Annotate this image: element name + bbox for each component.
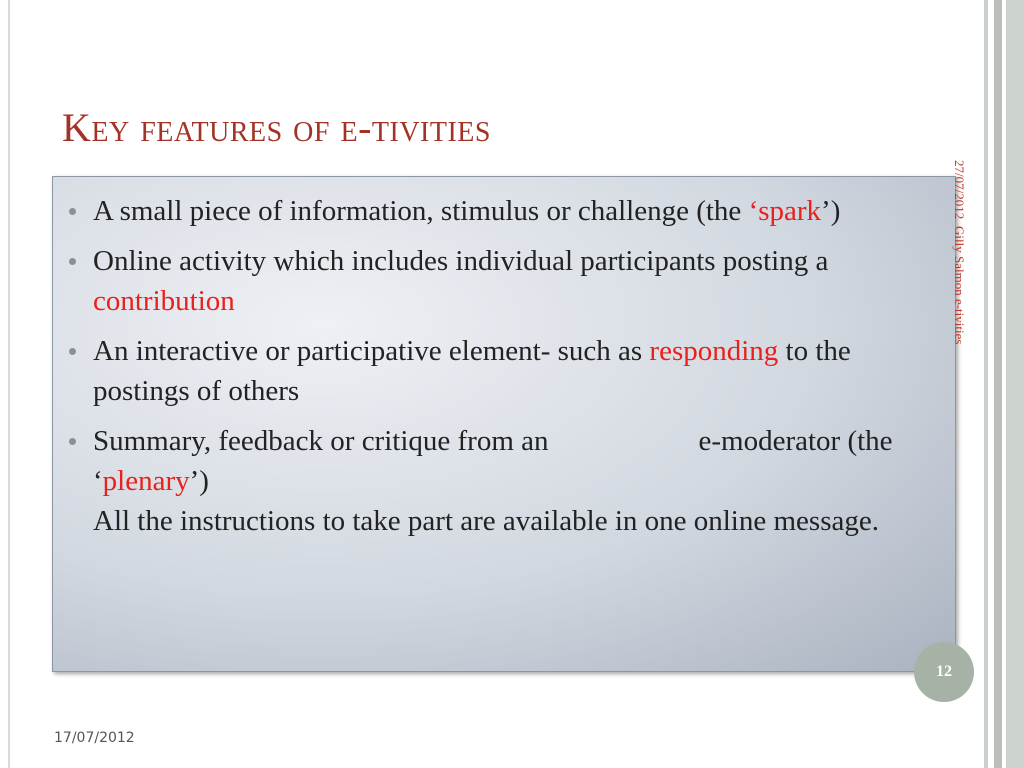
bullet-text-end: ’) (821, 195, 841, 227)
bullet-text-cont: e-moderator (the ‘ (93, 425, 893, 497)
bullet-item (93, 421, 945, 541)
bullet-extra-line: All the instructions to take part are available in one online message. (93, 505, 879, 537)
bullet-item (93, 331, 945, 411)
footer-date: 17/07/2012 (54, 730, 135, 746)
bullet-dot-icon (69, 438, 76, 445)
page-number: 12 (936, 663, 952, 680)
bullet-list (53, 177, 955, 541)
slide-title: Key features of e-tivities (62, 105, 491, 150)
highlight-responding: responding (649, 335, 779, 367)
bullet-text: Summary, feedback or critique from an (93, 425, 549, 457)
bullet-text: Online activity which includes individual participants posting a (93, 245, 829, 277)
highlight-plenary: plenary (102, 465, 190, 497)
highlight-spark: ‘spark (748, 195, 822, 227)
side-date: 27/07/2012 (952, 160, 967, 220)
bullet-text: An interactive or participative element- such as (93, 335, 650, 367)
bullet-item (93, 191, 945, 231)
bullet-item (93, 241, 945, 321)
bullet-dot-icon (69, 348, 76, 355)
bullet-dot-icon (69, 258, 76, 265)
bullet-text-end: ’) (189, 465, 209, 497)
side-author: Gilly Salmon e-tivities (952, 225, 967, 345)
side-vertical-text (951, 160, 967, 344)
highlight-contribution: contribution (93, 285, 235, 317)
decorative-stripes (980, 0, 1024, 768)
content-box (52, 176, 956, 672)
page-number-badge (914, 642, 974, 702)
bullet-text: A small piece of information, stimulus or challenge (the (93, 195, 749, 227)
bullet-dot-icon (69, 208, 76, 215)
bullet-text-end: to the postings of others (93, 335, 851, 407)
